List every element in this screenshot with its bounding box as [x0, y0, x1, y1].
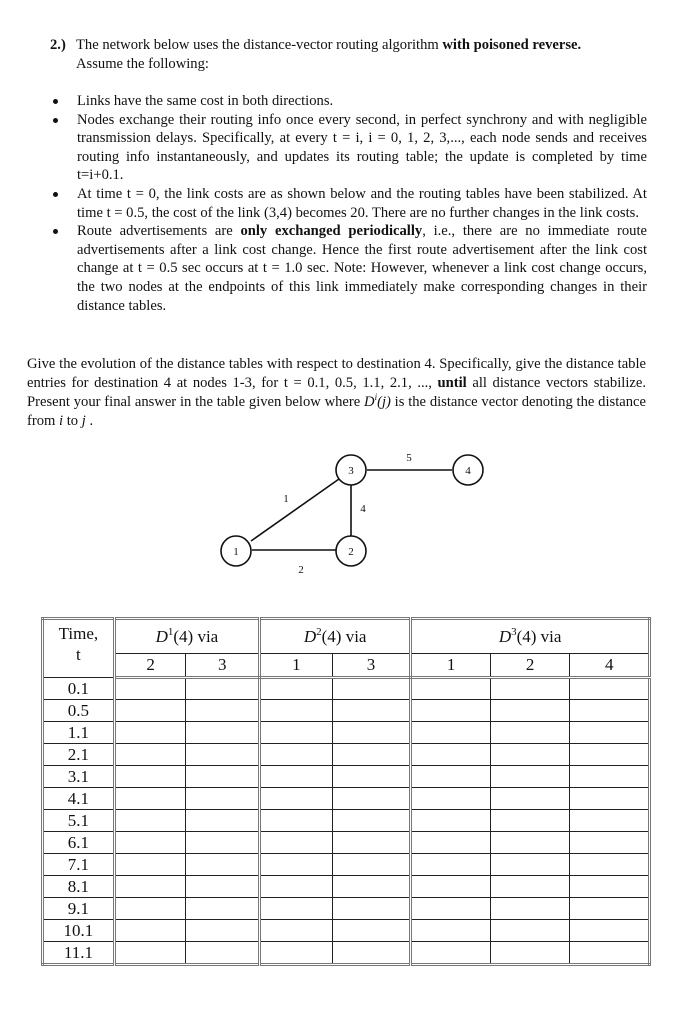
d2-via-3-cell[interactable] [332, 722, 411, 744]
d3-via-1: 1 [411, 654, 491, 678]
d2-group-header [260, 619, 411, 654]
table-row [43, 898, 650, 920]
question-header [50, 36, 650, 74]
d1-via-2: 2 [114, 654, 186, 678]
d2-via-1-cell[interactable] [260, 788, 333, 810]
table-row [43, 744, 650, 766]
d-symbol: D [155, 626, 168, 646]
d3-via-4-cell[interactable] [570, 942, 650, 965]
d1-via-2-cell[interactable] [114, 898, 186, 920]
d3-via-2-cell[interactable] [490, 854, 570, 876]
d1-via-3-cell[interactable] [186, 942, 260, 965]
time-cell: 11.1 [43, 942, 115, 965]
d-sup: 3 [511, 625, 517, 638]
d3-via-1-cell[interactable] [411, 766, 491, 788]
d3-via-1-cell[interactable] [411, 832, 491, 854]
d2-via-3-cell[interactable] [332, 766, 411, 788]
instructions-text: is the distance vector denoting the distance from [27, 394, 646, 429]
d3-via-2-cell[interactable] [490, 810, 570, 832]
assumption-text: , i.e., there are no immediate route advertisements after a link cost change. Hence the first route advertisement after the link cost change at t = 0.5 sec occurs at t = 1.0 sec. Note: However, whenever a link cost change occurs, the two nodes at the endpoints of this link immediately make corresponding changes in their distance tables. [77, 223, 647, 314]
d1-via-3-cell[interactable] [186, 810, 260, 832]
d3-via-2-cell[interactable] [490, 920, 570, 942]
d3-via-1-cell[interactable] [411, 744, 491, 766]
d3-via-4-cell[interactable] [570, 898, 650, 920]
time-cell: 7.1 [43, 854, 115, 876]
d1-via-3-cell[interactable] [186, 854, 260, 876]
d1-via-3: 3 [186, 654, 260, 678]
d1-via-2-cell[interactable] [114, 832, 186, 854]
d1-via-2-cell[interactable] [114, 700, 186, 722]
d3-via-1-cell[interactable] [411, 854, 491, 876]
math-arg: (j) [377, 394, 391, 410]
table-row [43, 942, 650, 965]
node-4-label: 4 [465, 465, 471, 477]
d3-via-4-cell[interactable] [570, 920, 650, 942]
d1-via-2-cell[interactable] [114, 678, 186, 700]
d2-via-1-cell[interactable] [260, 744, 333, 766]
d2-via-1-cell[interactable] [260, 832, 333, 854]
d2-via-3-cell[interactable] [332, 854, 411, 876]
d2-via-3: 3 [332, 654, 411, 678]
d3-via-2-cell[interactable] [490, 788, 570, 810]
d3-via-4: 4 [570, 654, 650, 678]
d1-via-3-cell[interactable] [186, 722, 260, 744]
d2-via-1-cell[interactable] [260, 810, 333, 832]
d1-via-2-cell[interactable] [114, 876, 186, 898]
assumption-item [50, 185, 647, 222]
d1-via-3-cell[interactable] [186, 678, 260, 700]
d3-via-4-cell[interactable] [570, 854, 650, 876]
link-1-3 [251, 479, 339, 541]
instructions [27, 355, 646, 431]
d2-via-1-cell[interactable] [260, 854, 333, 876]
intro-text: The network below uses the distance-vector routing algorithm [76, 37, 443, 53]
table-row [43, 832, 650, 854]
bullet-icon [53, 229, 58, 234]
d1-via-3-cell[interactable] [186, 876, 260, 898]
d3-via-4-cell[interactable] [570, 810, 650, 832]
d3-via-2-cell[interactable] [490, 898, 570, 920]
d2-via-3-cell[interactable] [332, 678, 411, 700]
assumption-text: At time t = 0, the link costs are as shown below and the routing tables have been stabilized. At time t = 0.5, the cost of the link (3,4) becomes 20. There are no further changes in the link costs. [77, 185, 647, 221]
d1-via-2-cell[interactable] [114, 788, 186, 810]
d3-via-1-cell[interactable] [411, 700, 491, 722]
time-cell: 1.1 [43, 722, 115, 744]
network-diagram [210, 440, 500, 580]
table-row [43, 854, 650, 876]
d3-via-4-cell[interactable] [570, 744, 650, 766]
intro-line2: Assume the following: [76, 56, 209, 72]
d3-via-4-cell[interactable] [570, 700, 650, 722]
d-sup: 1 [167, 625, 174, 638]
node-1-label: 1 [233, 546, 239, 558]
instructions-text: to [63, 413, 82, 429]
d3-via-1-cell[interactable] [411, 722, 491, 744]
d1-via-2-cell[interactable] [114, 920, 186, 942]
time-cell: 0.5 [43, 700, 115, 722]
link-3-4-cost: 5 [406, 452, 412, 464]
d2-via-1-cell[interactable] [260, 898, 333, 920]
instructions-text: . [85, 413, 94, 429]
math-sup: i [374, 392, 378, 402]
d1-via-2-cell[interactable] [114, 766, 186, 788]
var-j: j [81, 413, 86, 429]
d3-via-2-cell[interactable] [490, 942, 570, 965]
instructions-bold: until [437, 375, 467, 391]
assumption-item [50, 222, 647, 315]
time-header-line1: Time, [58, 624, 99, 643]
table-row [43, 788, 650, 810]
d1-via-2-cell[interactable] [114, 744, 186, 766]
d2-via-3-cell[interactable] [332, 700, 411, 722]
bullet-icon [53, 99, 58, 104]
d2-via-3-cell[interactable] [332, 744, 411, 766]
time-cell: 10.1 [43, 920, 115, 942]
d2-via-3-cell[interactable] [332, 876, 411, 898]
d1-via-2-cell[interactable] [114, 722, 186, 744]
assumption-text: Nodes exchange their routing info once every second, in perfect synchrony and with negligible transmission delays. Specifically, at every t = i, i = 0, 1, 2, 3,..., each node sends and receives routing info instantaneously, and updates its routing table; the update is completed by time t=i+0.1. [77, 111, 647, 184]
node-3-label: 3 [348, 465, 354, 477]
instructions-text: all distance vectors stabilize. Present your final answer in the table given below where [27, 375, 646, 410]
time-cell: 0.1 [43, 678, 115, 700]
d2-via-1-cell[interactable] [260, 700, 333, 722]
d3-via-1-cell[interactable] [411, 788, 491, 810]
d3-via-1-cell[interactable] [411, 678, 491, 700]
d-symbol: D [303, 626, 317, 646]
d1-group-header [114, 619, 259, 654]
d2-via-3-cell[interactable] [332, 832, 411, 854]
link-1-3-cost: 1 [283, 493, 289, 505]
d2-via-3-cell[interactable] [332, 810, 411, 832]
d-rest: (4) via [516, 626, 562, 646]
d1-via-3-cell[interactable] [186, 766, 260, 788]
link-2-3-cost: 4 [360, 503, 366, 515]
table-row [43, 876, 650, 898]
assumption-list [50, 92, 647, 315]
question-number: 2.) [50, 37, 66, 53]
link-1-2-cost: 2 [298, 564, 304, 576]
assumption-text: Route advertisements are [77, 223, 241, 240]
d2-via-1-cell[interactable] [260, 766, 333, 788]
d1-via-3-cell[interactable] [186, 788, 260, 810]
assumption-item [50, 92, 647, 111]
d3-via-4-cell[interactable] [570, 722, 650, 744]
assumption-text: Links have the same cost in both directions. [77, 93, 334, 109]
d3-via-4-cell[interactable] [570, 876, 650, 898]
time-cell: 8.1 [43, 876, 115, 898]
d3-via-2-cell[interactable] [490, 744, 570, 766]
table-row [43, 678, 650, 700]
d3-via-2-cell[interactable] [490, 700, 570, 722]
var-i: i [59, 413, 64, 429]
d2-via-1: 1 [260, 654, 333, 678]
d3-via-1-cell[interactable] [411, 810, 491, 832]
d-rest: (4) via [321, 626, 367, 646]
table-row [43, 766, 650, 788]
d3-group-header [411, 619, 650, 654]
d1-via-2-cell[interactable] [114, 810, 186, 832]
time-cell: 4.1 [43, 788, 115, 810]
table-row [43, 920, 650, 942]
d3-via-1-cell[interactable] [411, 920, 491, 942]
d3-via-2-cell[interactable] [490, 766, 570, 788]
d1-via-3-cell[interactable] [186, 832, 260, 854]
d3-via-2-cell[interactable] [490, 722, 570, 744]
time-cell: 5.1 [43, 810, 115, 832]
d1-via-3-cell[interactable] [186, 920, 260, 942]
time-header-line2: t [76, 645, 81, 664]
time-header [43, 619, 115, 678]
instructions-text: Give the evolution of the distance tables with respect to destination 4. Specifically, give the distance table entries for destination 4 at nodes 1-3, for t = 0.1, 0.5, 1.1, 2.1, ..., [27, 356, 646, 391]
d1-via-3-cell[interactable] [186, 744, 260, 766]
d1-via-2-cell[interactable] [114, 942, 186, 965]
d-symbol: D [498, 626, 512, 646]
d2-via-3-cell[interactable] [332, 788, 411, 810]
assumption-item [50, 111, 647, 185]
d1-via-3-cell[interactable] [186, 700, 260, 722]
d3-via-1-cell[interactable] [411, 876, 491, 898]
distance-table [41, 617, 651, 966]
node-2-label: 2 [348, 546, 354, 558]
assumption-bold: only exchanged periodically [240, 223, 423, 240]
d3-via-4-cell[interactable] [570, 832, 650, 854]
intro-bold: with poisoned reverse. [442, 37, 582, 53]
d2-via-1-cell[interactable] [260, 722, 333, 744]
d1-via-2-cell[interactable] [114, 854, 186, 876]
time-cell: 6.1 [43, 832, 115, 854]
d-rest: (4) via [173, 626, 219, 646]
d3-via-2-cell[interactable] [490, 832, 570, 854]
d3-via-2: 2 [490, 654, 570, 678]
time-cell: 9.1 [43, 898, 115, 920]
d3-via-1-cell[interactable] [411, 898, 491, 920]
d3-via-4-cell[interactable] [570, 788, 650, 810]
d3-via-1-cell[interactable] [411, 942, 491, 965]
d2-via-1-cell[interactable] [260, 942, 333, 965]
d2-via-3-cell[interactable] [332, 942, 411, 965]
bullet-icon [53, 192, 58, 197]
d2-via-1-cell[interactable] [260, 678, 333, 700]
d3-via-2-cell[interactable] [490, 876, 570, 898]
time-cell: 2.1 [43, 744, 115, 766]
d2-via-3-cell[interactable] [332, 920, 411, 942]
d1-via-3-cell[interactable] [186, 898, 260, 920]
d3-via-2-cell[interactable] [490, 678, 570, 700]
table-row [43, 700, 650, 722]
d2-via-1-cell[interactable] [260, 876, 333, 898]
table-row [43, 810, 650, 832]
math-D: D [364, 394, 375, 410]
d-sup: 2 [316, 625, 322, 638]
d3-via-4-cell[interactable] [570, 766, 650, 788]
d2-via-1-cell[interactable] [260, 920, 333, 942]
d3-via-4-cell[interactable] [570, 678, 650, 700]
time-cell: 3.1 [43, 766, 115, 788]
bullet-icon [53, 118, 58, 123]
table-row [43, 722, 650, 744]
d2-via-3-cell[interactable] [332, 898, 411, 920]
